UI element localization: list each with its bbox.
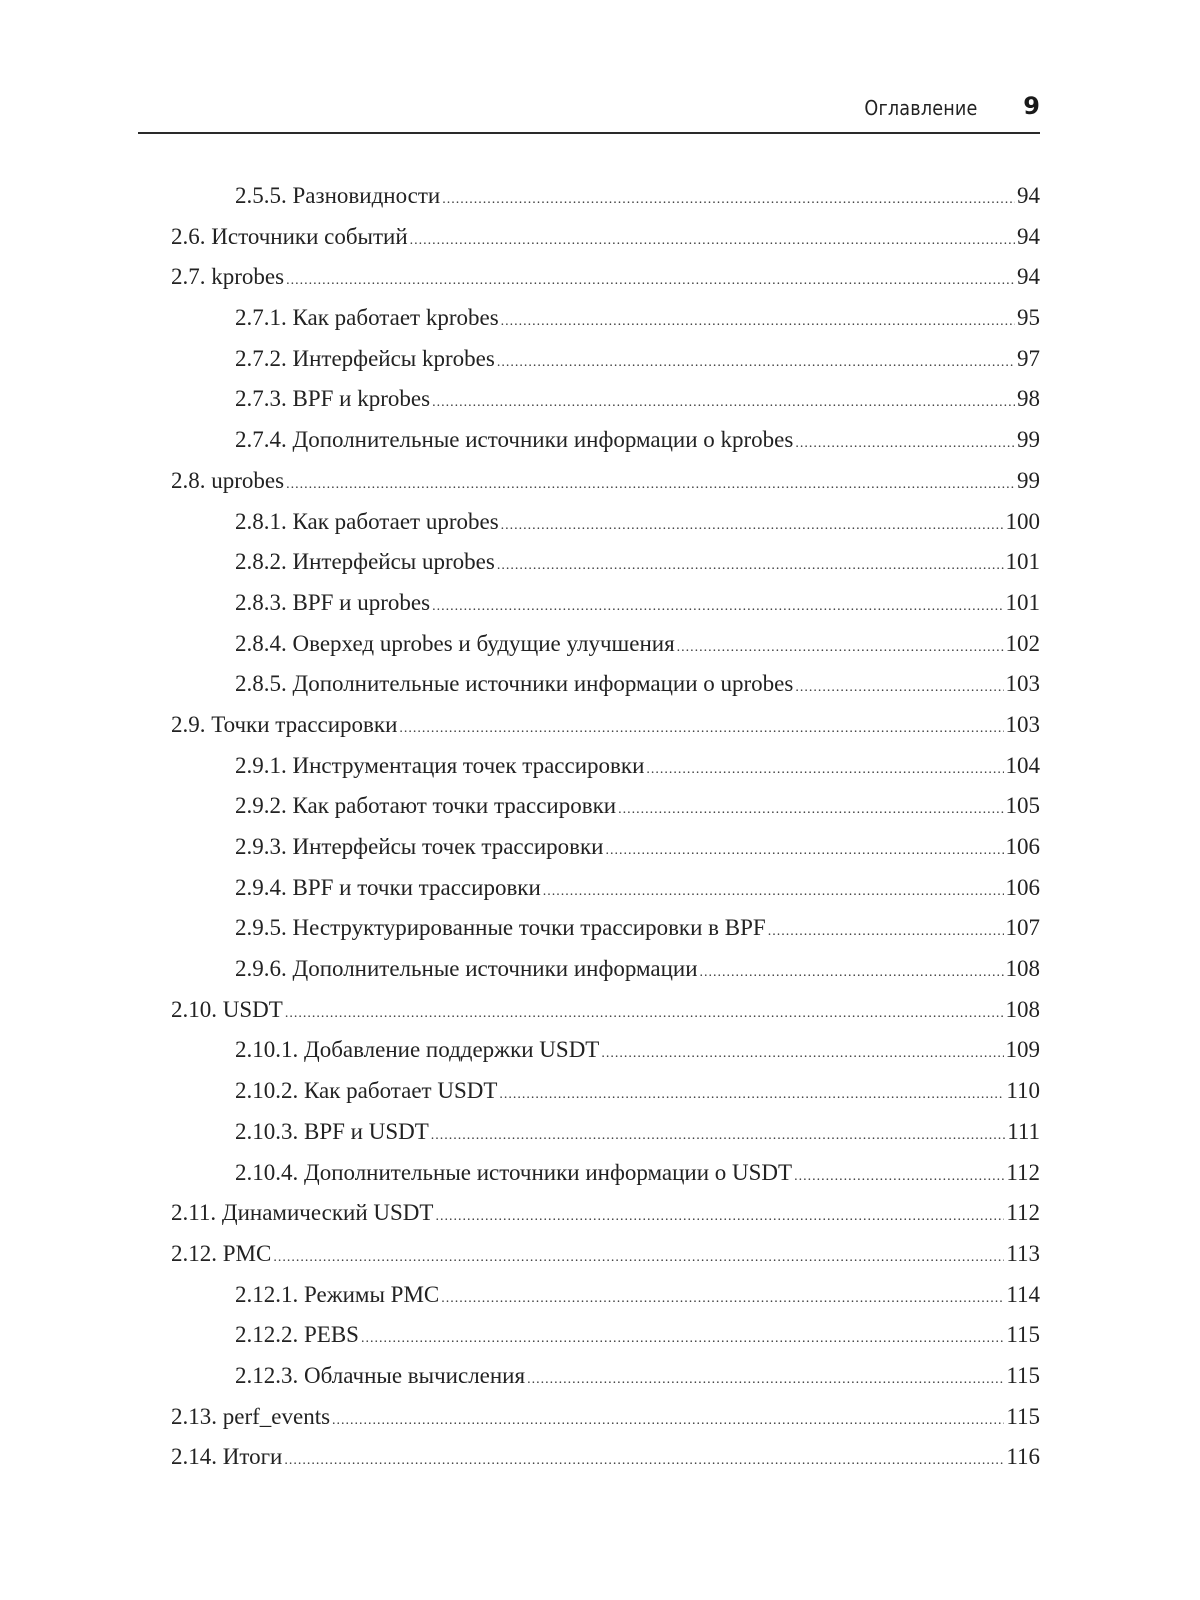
toc-entry-text: Динамический USDT	[221, 1200, 434, 1226]
header-page-number: 9	[1023, 92, 1040, 120]
toc-entry-title	[235, 1315, 359, 1356]
toc-entry-title	[171, 1234, 271, 1275]
toc-entry-page: 116	[1006, 1444, 1040, 1470]
toc-entry-title	[171, 217, 408, 258]
toc-entry-page: 113	[1006, 1240, 1040, 1266]
table-of-contents	[171, 176, 1040, 1478]
toc-entry[interactable]	[171, 1153, 1040, 1194]
toc-entry-number: 2.7.2.	[235, 345, 287, 371]
dot-leader	[527, 1360, 1004, 1401]
toc-entry-title	[235, 908, 766, 949]
toc-entry-number: 2.12.2.	[235, 1322, 299, 1348]
toc-entry-text: Дополнительные источники информации о kprobes	[292, 427, 794, 453]
toc-entry-number: 2.10.4.	[235, 1159, 299, 1185]
toc-entry-title	[235, 339, 495, 380]
toc-entry-number: 2.7.	[171, 264, 206, 290]
dot-leader	[410, 221, 1015, 262]
toc-entry-page: 110	[1006, 1078, 1040, 1104]
toc-entry[interactable]	[171, 746, 1040, 787]
toc-entry-title	[171, 990, 283, 1031]
toc-entry-text: Неструктурированные точки трассировки в BPF	[292, 915, 766, 941]
toc-entry-text: Итоги	[222, 1444, 283, 1470]
toc-entry[interactable]	[171, 1112, 1040, 1153]
toc-entry-title	[171, 1397, 330, 1438]
toc-entry-page: 94	[1017, 183, 1040, 208]
toc-entry[interactable]	[171, 949, 1040, 990]
toc-entry-number: 2.11.	[171, 1200, 217, 1226]
toc-entry-page: 97	[1017, 345, 1040, 371]
toc-entry-title	[235, 420, 793, 461]
toc-entry-title	[235, 583, 430, 624]
toc-entry-text: Как работает uprobes	[292, 508, 499, 534]
toc-entry-page: 95	[1017, 305, 1040, 331]
toc-entry-title	[235, 827, 603, 868]
toc-entry[interactable]	[171, 1356, 1040, 1397]
toc-entry-title	[235, 1071, 497, 1112]
toc-entry[interactable]	[171, 705, 1040, 746]
dot-leader	[431, 1116, 1005, 1157]
toc-entry-page: 115	[1006, 1403, 1040, 1429]
dot-leader	[285, 994, 1004, 1035]
toc-entry-title	[171, 257, 284, 298]
dot-leader	[332, 1401, 1004, 1442]
toc-entry-title	[171, 705, 397, 746]
toc-entry-text: Источники событий	[211, 223, 408, 249]
toc-entry-page: 108	[1005, 956, 1040, 982]
toc-entry-number: 2.10.1.	[235, 1037, 299, 1063]
toc-entry-text: Точки трассировки	[211, 711, 398, 737]
dot-leader	[497, 546, 1004, 587]
toc-entry-text: perf_events	[222, 1403, 331, 1429]
toc-entry[interactable]	[171, 990, 1040, 1031]
toc-entry-text: Как работает kprobes	[292, 305, 499, 331]
toc-entry-title	[235, 1275, 439, 1316]
toc-entry[interactable]	[171, 908, 1040, 949]
toc-entry[interactable]	[171, 1315, 1040, 1356]
toc-entry-page: 112	[1006, 1200, 1040, 1226]
toc-entry-text: Облачные вычисления	[304, 1362, 526, 1388]
toc-entry-page: 99	[1017, 467, 1040, 493]
dot-leader	[795, 668, 1003, 709]
toc-entry-text: Как работают точки трассировки	[292, 793, 617, 819]
dot-leader	[795, 424, 1015, 465]
dot-leader	[273, 1238, 1004, 1279]
toc-entry-title	[235, 1112, 429, 1153]
toc-entry[interactable]	[171, 1275, 1040, 1316]
toc-entry-number: 2.13.	[171, 1403, 217, 1429]
toc-entry-number: 2.8.1.	[235, 508, 287, 534]
toc-entry-page: 112	[1006, 1159, 1040, 1185]
dot-leader	[432, 383, 1015, 424]
toc-entry-page: 109	[1005, 1037, 1040, 1063]
toc-entry-text: PMC	[222, 1240, 272, 1266]
toc-entry[interactable]	[171, 1397, 1040, 1438]
toc-entry-page: 103	[1005, 671, 1040, 697]
toc-entry-page: 106	[1005, 834, 1040, 859]
toc-entry-page: 99	[1017, 427, 1040, 453]
toc-entry[interactable]	[171, 379, 1040, 420]
toc-entry-number: 2.9.5.	[235, 915, 287, 941]
dot-leader	[794, 1157, 1004, 1198]
toc-entry-number: 2.7.1.	[235, 305, 287, 331]
toc-entry-text: BPF и точки трассировки	[292, 874, 541, 900]
dot-leader	[441, 1279, 1004, 1320]
toc-entry-title	[235, 624, 675, 665]
toc-entry-text: Интерфейсы точек трассировки	[292, 834, 604, 859]
toc-entry-number: 2.9.6.	[235, 956, 287, 982]
toc-entry-text: kprobes	[211, 264, 285, 290]
toc-entry-text: Разновидности	[292, 183, 441, 208]
toc-entry-number: 2.9.1.	[235, 752, 287, 778]
dot-leader	[442, 180, 1015, 221]
toc-entry[interactable]	[171, 827, 1040, 868]
toc-entry-title	[235, 542, 495, 583]
toc-entry[interactable]	[171, 1437, 1040, 1478]
toc-entry-title	[235, 298, 499, 339]
toc-entry-page: 100	[1005, 508, 1040, 534]
toc-entry-title	[235, 1030, 599, 1071]
dot-leader	[286, 261, 1015, 302]
toc-entry-page: 105	[1005, 793, 1040, 819]
toc-entry[interactable]	[171, 1193, 1040, 1234]
toc-entry[interactable]	[171, 339, 1040, 380]
toc-entry-title	[235, 1153, 792, 1194]
toc-entry-number: 2.7.3.	[235, 386, 287, 412]
toc-entry-text: Как работает USDT	[304, 1078, 498, 1104]
toc-entry[interactable]	[171, 502, 1040, 543]
toc-entry-page: 101	[1005, 589, 1040, 615]
dot-leader	[605, 831, 1003, 872]
toc-entry-page: 98	[1017, 386, 1040, 412]
toc-entry-number: 2.9.4.	[235, 874, 287, 900]
toc-entry-title	[235, 176, 440, 217]
dot-leader	[618, 790, 1003, 831]
toc-entry-title	[235, 379, 430, 420]
dot-leader	[499, 1075, 1004, 1116]
toc-entry-title	[235, 746, 644, 787]
toc-entry-page: 107	[1005, 915, 1040, 941]
toc-entry-text: Интерфейсы kprobes	[292, 345, 495, 371]
toc-entry[interactable]	[171, 786, 1040, 827]
toc-entry[interactable]	[171, 1030, 1040, 1071]
toc-entry-text: Дополнительные источники информации о USDT	[304, 1159, 793, 1185]
toc-entry-number: 2.8.4.	[235, 630, 287, 656]
toc-entry-text: Дополнительные источники информации	[292, 956, 698, 982]
dot-leader	[543, 872, 1004, 913]
dot-leader	[601, 1034, 1003, 1075]
toc-entry-page: 108	[1005, 996, 1040, 1022]
dot-leader	[501, 506, 1004, 547]
toc-entry[interactable]	[171, 257, 1040, 298]
toc-entry-title	[235, 949, 698, 990]
dot-leader	[497, 343, 1015, 384]
toc-entry-number: 2.9.3.	[235, 834, 287, 859]
toc-entry-number: 2.8.5.	[235, 671, 287, 697]
toc-entry-title	[171, 1193, 433, 1234]
toc-entry-text: Инструментация точек трассировки	[292, 752, 645, 778]
toc-entry-number: 2.8.3.	[235, 589, 287, 615]
toc-entry[interactable]	[171, 176, 1040, 217]
toc-entry[interactable]	[171, 420, 1040, 461]
toc-entry-page: 115	[1006, 1362, 1040, 1388]
dot-leader	[286, 465, 1015, 506]
toc-entry-page: 104	[1005, 752, 1040, 778]
toc-entry-text: Дополнительные источники информации о uprobes	[292, 671, 794, 697]
toc-entry-number: 2.7.4.	[235, 427, 287, 453]
toc-entry-number: 2.8.2.	[235, 549, 287, 575]
toc-entry-text: Интерфейсы uprobes	[292, 549, 495, 575]
toc-entry-number: 2.14.	[171, 1444, 217, 1470]
toc-entry[interactable]	[171, 868, 1040, 909]
dot-leader	[501, 302, 1015, 343]
toc-entry-page: 106	[1005, 874, 1040, 900]
toc-entry-number: 2.5.5.	[235, 183, 287, 208]
toc-entry[interactable]	[171, 217, 1040, 258]
toc-entry-number: 2.8.	[171, 467, 206, 493]
toc-entry-page: 101	[1005, 549, 1040, 575]
toc-entry-page: 111	[1007, 1118, 1040, 1144]
toc-entry-number: 2.10.2.	[235, 1078, 299, 1104]
toc-entry[interactable]	[171, 583, 1040, 624]
toc-entry-number: 2.12.	[171, 1240, 217, 1266]
toc-entry-number: 2.12.1.	[235, 1281, 299, 1307]
toc-entry-page: 114	[1006, 1281, 1040, 1307]
toc-entry-title	[235, 868, 541, 909]
toc-entry-page: 94	[1017, 223, 1040, 249]
toc-entry-title	[171, 1437, 282, 1478]
dot-leader	[700, 953, 1004, 994]
toc-entry-text: Добавление поддержки USDT	[304, 1037, 600, 1063]
toc-entry[interactable]	[171, 298, 1040, 339]
header-title: Оглавление	[864, 96, 978, 120]
dot-leader	[677, 628, 1004, 669]
toc-entry-number: 2.12.3.	[235, 1362, 299, 1388]
toc-entry[interactable]	[171, 1234, 1040, 1275]
running-header	[138, 88, 1040, 134]
toc-entry[interactable]	[171, 624, 1040, 665]
toc-entry-text: PEBS	[304, 1322, 359, 1348]
toc-entry-title	[235, 664, 793, 705]
toc-entry-text: Оверхед uprobes и будущие улучшения	[292, 630, 675, 656]
toc-entry-title	[171, 461, 284, 502]
toc-entry-text: USDT	[222, 996, 283, 1022]
dot-leader	[646, 750, 1003, 791]
toc-entry-number: 2.9.2.	[235, 793, 287, 819]
toc-entry-title	[235, 502, 499, 543]
toc-entry[interactable]	[171, 542, 1040, 583]
dot-leader	[361, 1319, 1004, 1360]
toc-entry-page: 94	[1017, 264, 1040, 290]
toc-entry-page: 102	[1005, 630, 1040, 656]
toc-entry-title	[235, 1356, 525, 1397]
toc-entry[interactable]	[171, 1071, 1040, 1112]
dot-leader	[399, 709, 1003, 750]
toc-entry-text: BPF и USDT	[304, 1118, 429, 1144]
toc-entry-number: 2.9.	[171, 711, 206, 737]
toc-entry-text: BPF и uprobes	[292, 589, 431, 615]
toc-entry-text: BPF и kprobes	[292, 386, 431, 412]
toc-entry-number: 2.10.	[171, 996, 217, 1022]
toc-entry-text: uprobes	[211, 467, 285, 493]
toc-entry-number: 2.6.	[171, 223, 206, 249]
toc-entry-title	[235, 786, 616, 827]
dot-leader	[284, 1441, 1004, 1482]
toc-entry-page: 103	[1005, 711, 1040, 737]
dot-leader	[432, 587, 1003, 628]
dot-leader	[435, 1197, 1004, 1238]
toc-entry-number: 2.10.3.	[235, 1118, 299, 1144]
toc-entry[interactable]	[171, 664, 1040, 705]
toc-entry-page: 115	[1006, 1322, 1040, 1348]
dot-leader	[768, 912, 1004, 953]
toc-entry-text: Режимы PMC	[304, 1281, 440, 1307]
toc-entry[interactable]	[171, 461, 1040, 502]
